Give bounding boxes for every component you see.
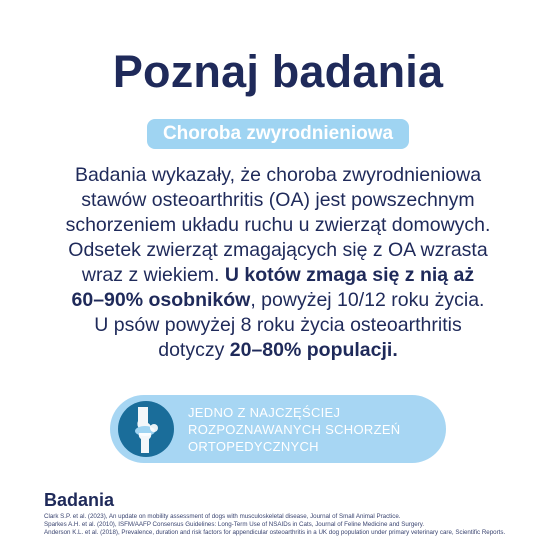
body-text-span: , powyżej 10/12 roku życia.	[250, 289, 485, 311]
highlight-line: ORTOPEDYCZNYCH	[188, 439, 319, 454]
page-title: Poznaj badania	[112, 46, 444, 97]
body-line: U psów powyżej 8 roku życia osteoarthritis	[94, 314, 462, 336]
body-line	[24, 338, 532, 363]
references-title: Badania	[44, 490, 115, 510]
body-text-span: wraz z wiekiem.	[81, 264, 225, 286]
topic-badge: Choroba zwyrodnieniowa	[147, 119, 409, 149]
badge-wrapper	[0, 119, 556, 149]
body-line	[24, 288, 532, 313]
body-line: Badania wykazały, że choroba zwyrodnieniowa	[74, 164, 482, 186]
body-bold-span: 60–90% osobników	[71, 289, 251, 311]
body-line: Odsetek zwierząt zmagających się z OA wzrasta	[68, 239, 488, 261]
body-line	[24, 263, 532, 288]
body-bold-span: 20–80% populacji.	[229, 339, 398, 361]
body-line: schorzeniem układu ruchu u zwierząt domowych.	[65, 214, 491, 236]
reference-item: Clark S.P. et al. (2023), An update on mobility assessment of dogs with musculoskeletal disease, Journal of Small Animal Practice.	[44, 513, 401, 520]
highlight-pill	[110, 395, 446, 463]
reference-item: Anderson K.L. et al. (2018), Prevalence, duration and risk factors for appendicular osteoarthritis in a UK dog population under primary veterinary care, Scientific Reports.	[44, 529, 506, 536]
body-bold-span: U kotów zmaga się z nią aż	[224, 264, 475, 286]
body-line: stawów osteoarthritis (OA) jest powszechnym	[81, 189, 475, 211]
references-list	[44, 513, 514, 537]
body-paragraph	[24, 163, 532, 363]
highlight-text	[188, 404, 438, 455]
highlight-line: JEDNO Z NAJCZĘŚCIEJ	[188, 405, 341, 420]
highlight-line: ROZPOZNAWANYCH SCHORZEŃ	[188, 422, 401, 437]
knee-joint-icon	[118, 401, 174, 457]
reference-item: Sparkes A.H. et al. (2010), ISFM/AAFP Consensus Guidelines: Long-Term Use of NSAIDs in Cats, Journal of Feline Medicine and Surgery.	[44, 521, 425, 528]
body-text-span: dotyczy	[158, 339, 230, 361]
